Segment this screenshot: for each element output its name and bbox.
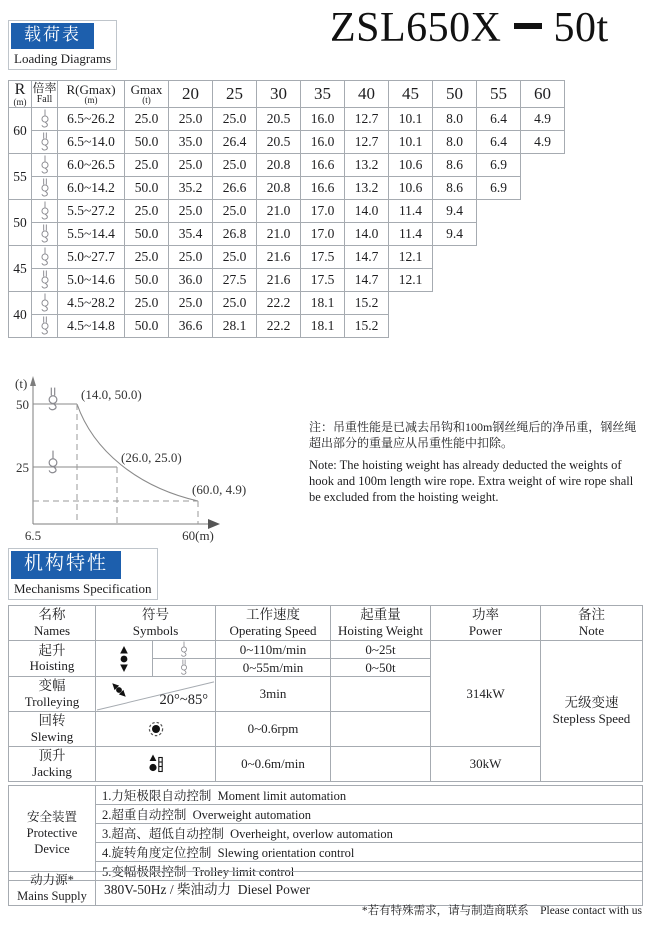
load-curve-chart bbox=[5, 372, 315, 552]
load-value-cell: 25.0 bbox=[213, 154, 257, 177]
fall-2-hook-icon bbox=[180, 641, 188, 658]
header-names: 名称 Names bbox=[9, 606, 96, 641]
load-row-45-fall2 bbox=[9, 246, 565, 269]
radius-range-cell: 6.0~26.5 bbox=[58, 154, 125, 177]
load-value-cell: 10.6 bbox=[389, 154, 433, 177]
fall-4-icon bbox=[32, 315, 58, 338]
loading-table bbox=[8, 80, 565, 338]
load-value-cell: 21.6 bbox=[257, 246, 301, 269]
protective-row bbox=[9, 843, 643, 862]
load-value-cell: 12.1 bbox=[389, 269, 433, 292]
fall-4-hook-icon bbox=[180, 659, 188, 676]
header-symbols: 符号 Symbols bbox=[96, 606, 216, 641]
load-value-cell: 26.6 bbox=[213, 177, 257, 200]
header-gmax: Gmax (t) bbox=[125, 81, 169, 108]
radius-range-cell: 6.5~14.0 bbox=[58, 131, 125, 154]
hoisting-row-1 bbox=[9, 641, 643, 659]
load-value-cell: 21.6 bbox=[257, 269, 301, 292]
ytick-50: 50 bbox=[16, 397, 29, 412]
load-value-cell: 14.7 bbox=[345, 269, 389, 292]
load-value-cell: 10.6 bbox=[389, 177, 433, 200]
load-value-cell: 25.0 bbox=[169, 246, 213, 269]
load-value-cell: 16.6 bbox=[301, 177, 345, 200]
protective-row bbox=[9, 805, 643, 824]
load-value-cell: 11.4 bbox=[389, 223, 433, 246]
hoisting-symbol bbox=[96, 641, 153, 677]
header-power: 功率 Power bbox=[431, 606, 541, 641]
protective-device-table bbox=[8, 785, 643, 881]
load-value-cell: 18.1 bbox=[301, 292, 345, 315]
fall-4-icon bbox=[153, 659, 215, 676]
radius-range-cell: 6.0~14.2 bbox=[58, 177, 125, 200]
load-value-cell: 9.4 bbox=[433, 223, 477, 246]
jacking-name: 顶升 Jacking bbox=[9, 747, 96, 782]
load-value-cell: 10.1 bbox=[389, 108, 433, 131]
protective-device-label: 安全装置 Protective Device bbox=[9, 786, 96, 881]
y-axis-unit-label: (t) bbox=[15, 376, 28, 391]
header-radius-40: 40 bbox=[345, 81, 389, 108]
fall-4-hook-icon bbox=[40, 316, 50, 336]
model-text: ZSL650X bbox=[330, 5, 502, 51]
gmax-cell: 25.0 bbox=[125, 108, 169, 131]
load-value-cell: 25.0 bbox=[213, 246, 257, 269]
mains-supply-row bbox=[9, 872, 643, 906]
load-value-cell: 9.4 bbox=[433, 200, 477, 223]
load-value-cell: 16.6 bbox=[301, 154, 345, 177]
load-value-cell: 17.0 bbox=[301, 200, 345, 223]
mech-badge-title-zh: 机构特性 bbox=[11, 551, 121, 579]
hoisting-weight-1: 0~25t bbox=[331, 641, 431, 659]
load-row-50-fall4 bbox=[9, 223, 565, 246]
gmax-cell: 50.0 bbox=[125, 177, 169, 200]
load-value-cell: 8.0 bbox=[433, 108, 477, 131]
load-value-cell: 21.0 bbox=[257, 200, 301, 223]
jacking-power: 30kW bbox=[431, 747, 541, 782]
load-row-40-fall2 bbox=[9, 292, 565, 315]
load-value-cell: 6.4 bbox=[477, 108, 521, 131]
load-value-cell: 15.2 bbox=[345, 292, 389, 315]
radius-range-cell: 4.5~14.8 bbox=[58, 315, 125, 338]
gmax-cell: 25.0 bbox=[125, 292, 169, 315]
load-value-cell: 10.1 bbox=[389, 131, 433, 154]
loading-badge-title-zh: 载荷表 bbox=[11, 23, 94, 49]
load-value-cell: 27.5 bbox=[213, 269, 257, 292]
fall-2-hook-icon bbox=[40, 109, 50, 129]
mechanisms-spec-badge bbox=[8, 548, 158, 600]
header-hoisting-weight: 起重量 Hoisting Weight bbox=[331, 606, 431, 641]
mains-supply-label: 动力源* Mains Supply bbox=[9, 872, 96, 906]
load-value-cell: 20.8 bbox=[257, 154, 301, 177]
gmax-cell: 25.0 bbox=[125, 154, 169, 177]
mech-badge-title-en: Mechanisms Specification bbox=[14, 580, 152, 596]
header-radius-50: 50 bbox=[433, 81, 477, 108]
hoisting-weight-2: 0~50t bbox=[331, 659, 431, 677]
load-row-55-fall4 bbox=[9, 177, 565, 200]
x-origin-label: 6.5 bbox=[24, 528, 42, 543]
protective-item: 5.变幅极限控制 Trolley limit control bbox=[96, 862, 643, 881]
power-main-cell: 314kW bbox=[431, 641, 541, 747]
header-radius-20: 20 bbox=[169, 81, 213, 108]
load-value-cell: 25.0 bbox=[169, 200, 213, 223]
protective-item: 3.超高、超低自动控制 Overheight, overlow automation bbox=[96, 824, 643, 843]
load-value-cell: 35.0 bbox=[169, 131, 213, 154]
load-row-45-fall4 bbox=[9, 269, 565, 292]
load-value-cell: 14.0 bbox=[345, 200, 389, 223]
fall-4-icon bbox=[32, 177, 58, 200]
load-value-cell: 8.6 bbox=[433, 177, 477, 200]
load-value-cell: 15.2 bbox=[345, 315, 389, 338]
contact-footnote: *若有特殊需求，请与制造商联系 Please contact with us bbox=[361, 905, 642, 917]
jib-length-cell: 45 bbox=[9, 246, 32, 292]
load-value-cell: 4.9 bbox=[521, 108, 565, 131]
protective-item: 2.超重自动控制 Overweight automation bbox=[96, 805, 643, 824]
note-cell: 无级变速 Stepless Speed bbox=[541, 641, 643, 782]
jacking-speed: 0~0.6m/min bbox=[216, 747, 331, 782]
y-axis-arrow-icon bbox=[30, 376, 36, 386]
protective-item: 1.力矩极限自动控制 Moment limit automation bbox=[96, 786, 643, 805]
hoisting-name: 起升 Hoisting bbox=[9, 641, 96, 677]
header-radius-55: 55 bbox=[477, 81, 521, 108]
load-value-cell: 12.1 bbox=[389, 246, 433, 269]
header-radius-35: 35 bbox=[301, 81, 345, 108]
load-value-cell: 14.0 bbox=[345, 223, 389, 246]
fall-4-icon bbox=[32, 269, 58, 292]
load-value-cell: 17.5 bbox=[301, 269, 345, 292]
fall-2-icon bbox=[32, 154, 58, 177]
load-value-cell: 6.4 bbox=[477, 131, 521, 154]
gmax-cell: 50.0 bbox=[125, 223, 169, 246]
gmax-cell: 25.0 bbox=[125, 200, 169, 223]
trolleying-weight bbox=[331, 677, 431, 712]
load-value-cell: 36.0 bbox=[169, 269, 213, 292]
load-value-cell: 36.6 bbox=[169, 315, 213, 338]
radius-range-cell: 5.5~27.2 bbox=[58, 200, 125, 223]
header-radius-60: 60 bbox=[521, 81, 565, 108]
load-value-cell: 17.5 bbox=[301, 246, 345, 269]
note-en: Note: The hoisting weight has already deducted the weights of hook and 100m length wire rope. Extra weight of wire rope shall be excluded from the hoisting weight. bbox=[309, 458, 634, 504]
load-value-cell: 26.4 bbox=[213, 131, 257, 154]
x-end-label: 60(m) bbox=[182, 528, 214, 543]
protective-row bbox=[9, 786, 643, 805]
fall-4-hook-icon bbox=[40, 178, 50, 198]
load-value-cell: 8.0 bbox=[433, 131, 477, 154]
fall-2-icon bbox=[32, 108, 58, 131]
fall-4-hook-icon bbox=[40, 132, 50, 152]
trolleying-speed: 3min bbox=[216, 677, 331, 712]
slewing-name: 回转 Slewing bbox=[9, 712, 96, 747]
load-value-cell: 25.0 bbox=[169, 154, 213, 177]
point-label-2: (26.0, 25.0) bbox=[121, 450, 182, 465]
slewing-circle-icon bbox=[147, 720, 165, 738]
radius-range-cell: 4.5~28.2 bbox=[58, 292, 125, 315]
gmax-cell: 50.0 bbox=[125, 315, 169, 338]
load-value-cell: 8.6 bbox=[433, 154, 477, 177]
load-value-cell: 14.7 bbox=[345, 246, 389, 269]
fall-2-icon bbox=[153, 641, 215, 658]
load-value-cell: 17.0 bbox=[301, 223, 345, 246]
trolleying-symbol bbox=[96, 677, 216, 712]
radius-range-cell: 6.5~26.2 bbox=[58, 108, 125, 131]
load-value-cell: 25.0 bbox=[213, 292, 257, 315]
loading-badge-title-en: Loading Diagrams bbox=[14, 50, 112, 66]
luffing-angle: 20°~85° bbox=[159, 692, 208, 708]
fall-4-hook-icon bbox=[40, 224, 50, 244]
capacity-text: 50t bbox=[553, 5, 609, 51]
loading-diagrams-badge bbox=[8, 20, 117, 70]
ytick-25: 25 bbox=[16, 460, 29, 475]
trolleying-name: 变幅 Trolleying bbox=[9, 677, 96, 712]
load-value-cell: 12.7 bbox=[345, 108, 389, 131]
load-value-cell: 13.2 bbox=[345, 177, 389, 200]
slewing-speed: 0~0.6rpm bbox=[216, 712, 331, 747]
protective-row bbox=[9, 824, 643, 843]
load-value-cell: 11.4 bbox=[389, 200, 433, 223]
gmax-cell: 25.0 bbox=[125, 246, 169, 269]
protective-item: 4.旋转角度定位控制 Slewing orientation control bbox=[96, 843, 643, 862]
load-value-cell: 20.5 bbox=[257, 108, 301, 131]
fall-2-icon bbox=[32, 246, 58, 269]
hoisting-speed-2: 0~55m/min bbox=[216, 659, 331, 677]
load-value-cell: 35.2 bbox=[169, 177, 213, 200]
load-value-cell: 16.0 bbox=[301, 131, 345, 154]
load-value-cell: 22.2 bbox=[257, 292, 301, 315]
fall-4-icon bbox=[32, 131, 58, 154]
fall-2-hook-icon bbox=[40, 293, 50, 313]
radius-range-cell: 5.5~14.4 bbox=[58, 223, 125, 246]
radius-range-cell: 5.0~14.6 bbox=[58, 269, 125, 292]
header-radius-45: 45 bbox=[389, 81, 433, 108]
load-value-cell: 26.8 bbox=[213, 223, 257, 246]
fall-2-icon bbox=[32, 292, 58, 315]
fall-2-hook-icon bbox=[40, 155, 50, 175]
hoisting-speed-1: 0~110m/min bbox=[216, 641, 331, 659]
load-value-cell: 18.1 bbox=[301, 315, 345, 338]
load-value-cell: 13.2 bbox=[345, 154, 389, 177]
load-value-cell: 22.2 bbox=[257, 315, 301, 338]
title-dash-icon bbox=[514, 23, 542, 29]
mechanisms-header-row bbox=[9, 606, 643, 641]
fall-2-hook-icon bbox=[49, 451, 57, 473]
load-row-60-fall4 bbox=[9, 131, 565, 154]
header-note: 备注 Note bbox=[541, 606, 643, 641]
load-value-cell: 12.7 bbox=[345, 131, 389, 154]
header-radius-30: 30 bbox=[257, 81, 301, 108]
fall-2-icon bbox=[32, 200, 58, 223]
load-value-cell: 21.0 bbox=[257, 223, 301, 246]
slewing-weight bbox=[331, 712, 431, 747]
gmax-cell: 50.0 bbox=[125, 131, 169, 154]
load-value-cell: 25.0 bbox=[213, 200, 257, 223]
gmax-cell: 50.0 bbox=[125, 269, 169, 292]
load-value-cell: 4.9 bbox=[521, 131, 565, 154]
load-value-cell: 6.9 bbox=[477, 177, 521, 200]
mains-supply-value: 380V-50Hz / 柴油动力 Diesel Power bbox=[96, 872, 643, 906]
slewing-symbol bbox=[96, 712, 216, 747]
hoist-updown-arrow-icon bbox=[118, 646, 130, 672]
load-value-cell: 6.9 bbox=[477, 154, 521, 177]
load-value-cell: 35.4 bbox=[169, 223, 213, 246]
fall-4-icon bbox=[32, 223, 58, 246]
fall-4-hook-icon bbox=[49, 388, 57, 410]
fall-4-hook-icon bbox=[40, 270, 50, 290]
jib-length-cell: 55 bbox=[9, 154, 32, 200]
load-value-cell: 28.1 bbox=[213, 315, 257, 338]
header-r-gmax: R(Gmax) (m) bbox=[58, 81, 125, 108]
header-radius-25: 25 bbox=[213, 81, 257, 108]
fall-2-hook-icon bbox=[40, 247, 50, 267]
page-title bbox=[330, 4, 645, 52]
jib-length-cell: 50 bbox=[9, 200, 32, 246]
load-row-50-fall2 bbox=[9, 200, 565, 223]
fall-2-hook-icon bbox=[40, 201, 50, 221]
header-r: R (m) bbox=[9, 81, 32, 108]
trolley-diagonal-arrow-icon bbox=[109, 680, 129, 700]
load-row-60-fall2 bbox=[9, 108, 565, 131]
jacking-weight bbox=[331, 747, 431, 782]
load-value-cell: 25.0 bbox=[213, 108, 257, 131]
point-label-3: (60.0, 4.9) bbox=[192, 482, 247, 497]
load-value-cell: 16.0 bbox=[301, 108, 345, 131]
load-row-40-fall4 bbox=[9, 315, 565, 338]
loading-table-header-row bbox=[9, 81, 565, 108]
mechanisms-table bbox=[8, 605, 643, 782]
header-operating-speed: 工作速度 Operating Speed bbox=[216, 606, 331, 641]
jib-length-cell: 40 bbox=[9, 292, 32, 338]
header-fall: 倍率 Fall bbox=[32, 81, 58, 108]
load-value-cell: 20.8 bbox=[257, 177, 301, 200]
load-value-cell: 20.5 bbox=[257, 131, 301, 154]
jib-length-cell: 60 bbox=[9, 108, 32, 154]
radius-range-cell: 5.0~27.7 bbox=[58, 246, 125, 269]
jacking-symbol bbox=[96, 747, 216, 782]
point-label-1: (14.0, 50.0) bbox=[81, 387, 142, 402]
load-value-cell: 25.0 bbox=[169, 292, 213, 315]
mains-supply-table bbox=[8, 871, 643, 906]
jacking-icon bbox=[148, 754, 164, 774]
note-zh: 注：吊重性能是已减去吊钩和100m钢丝绳后的净吊重，钢丝绳超出部分的重量应从吊重性能中扣除。 bbox=[309, 420, 637, 451]
load-value-cell: 25.0 bbox=[169, 108, 213, 131]
load-row-55-fall2 bbox=[9, 154, 565, 177]
hoisting-weight-note bbox=[309, 419, 643, 505]
